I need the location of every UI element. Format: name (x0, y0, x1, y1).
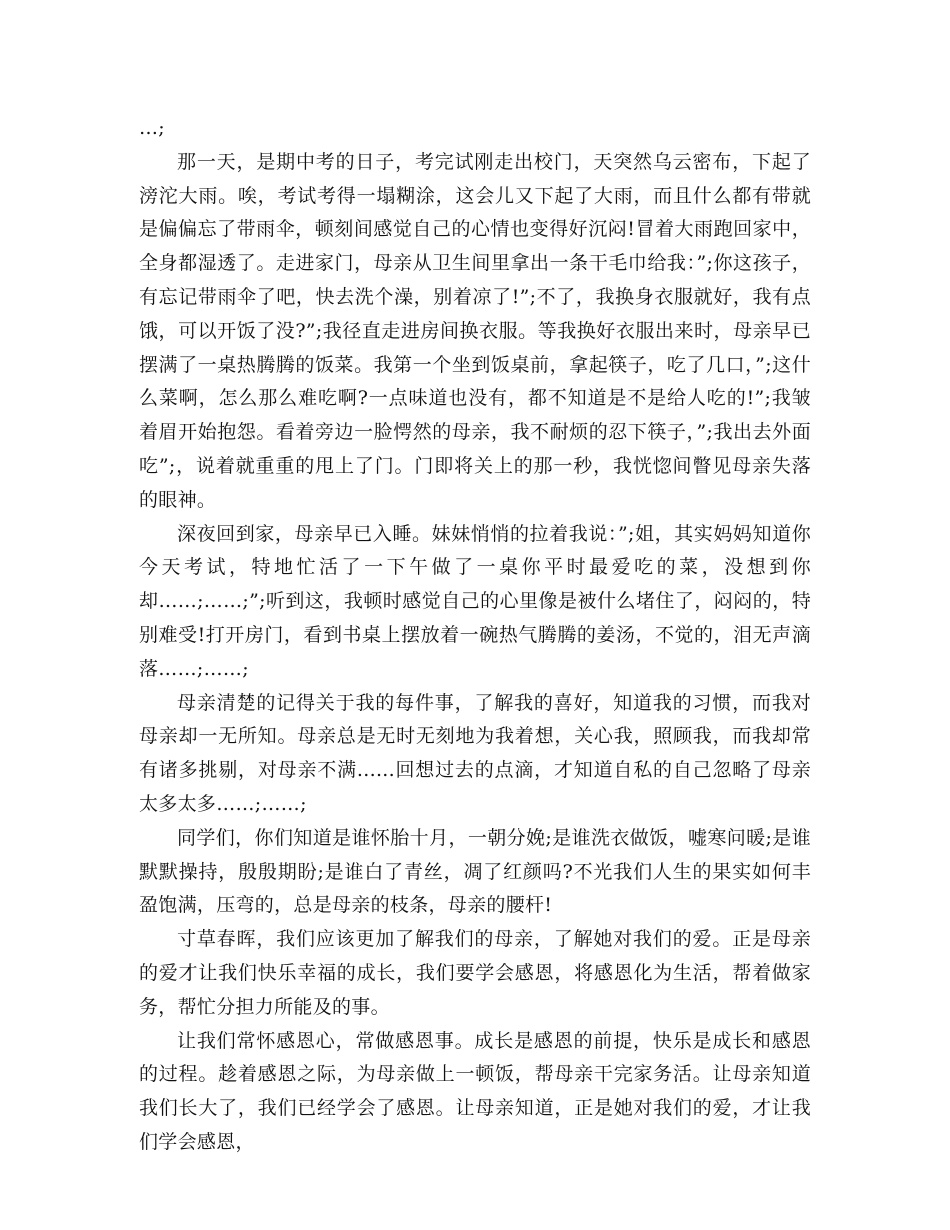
paragraph-closing: 让我们常怀感恩心，常做感恩事。成长是感恩的前提，快乐是成长和感恩的过程。趁着感恩之际，为母亲做上一顿饭，帮母亲干完家务活。让母亲知道我们长大了，我们已经学会了感恩。让母亲知道，正是她对我们的爱，才让我们学会感恩， (139, 1029, 811, 1153)
paragraph-late-night: 深夜回到家，母亲早已入睡。妹妹悄悄的拉着我说：”;姐，其实妈妈知道你今天考试，特地忙活了一下午做了一桌你平时最爱吃的菜，没想到你却……;……;”;听到这，我顿时感觉自己的心里像是被什么堵住了，闷闷的，特别难受!打开房门，看到书桌上摆放着一碗热气腾腾的姜汤，不觉的，泪无声滴落……;……; (139, 522, 811, 680)
paragraph-classmates: 同学们，你们知道是谁怀胎十月，一朝分娩;是谁洗衣做饭，嘘寒问暖;是谁默默操持，殷殷期盼;是谁白了青丝，凋了红颜吗?不光我们人生的果实如何丰盈饱满，压弯的，总是母亲的枝条，母亲的腰杆! (139, 826, 811, 917)
paragraph-mother-remembers: 母亲清楚的记得关于我的每件事，了解我的喜好，知道我的习惯，而我对母亲却一无所知。母亲总是无时无刻地为我着想，关心我，照顾我，而我却常有诸多挑剔，对母亲不满......回想过去的点滴，才知道自私的自己忽略了母亲太多太多……;……; (139, 691, 811, 815)
paragraph-exam-day: 那一天，是期中考的日子，考完试刚走出校门，天突然乌云密布，下起了滂沱大雨。唉，考试考得一塌糊涂，这会儿又下起了大雨，而且什么都有带就是偏偏忘了带雨伞，顿刻间感觉自己的心情也变得好沉闷!冒着大雨跑回家中，全身都湿透了。走进家门，母亲从卫生间里拿出一条干毛巾给我：”;你这孩子，有忘记带雨伞了吧，快去洗个澡，别着凉了!”;不了，我换身衣服就好，我有点饿，可以开饭了没?”;我径直走进房间换衣服。等我换好衣服出来时，母亲早已摆满了一桌热腾腾的饭菜。我第一个坐到饭桌前，拿起筷子，吃了几口，”;这什么菜啊，怎么那么难吃啊?一点味道也没有，都不知道是不是给人吃的!”;我皱着眉开始抱怨。看着旁边一脸愕然的母亲，我不耐烦的忍下筷子，”;我出去外面吃”;，说着就重重的甩上了门。门即将关上的那一秒，我恍惚间瞥见母亲失落的眼神。 (139, 150, 811, 511)
paragraph-gratitude: 寸草春晖，我们应该更加了解我们的母亲，了解她对我们的爱。正是母亲的爱才让我们快乐幸福的成长，我们要学会感恩，将感恩化为生活，帮着做家务，帮忙分担力所能及的事。 (139, 928, 811, 1018)
paragraph-continuation: …; (139, 117, 166, 139)
document-page (139, 112, 811, 1160)
